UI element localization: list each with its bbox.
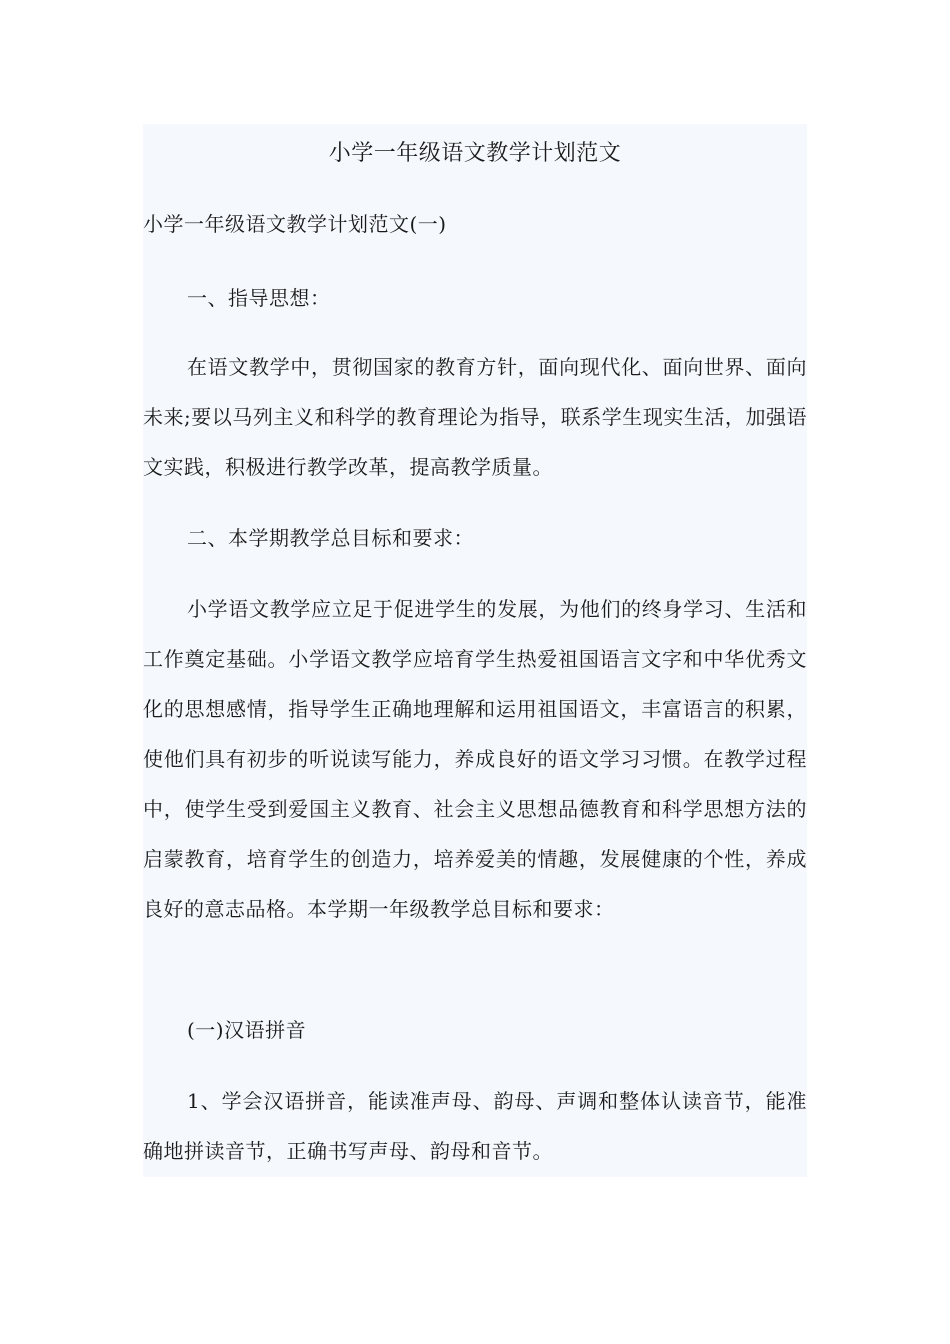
section-heading-goals: 二、本学期教学总目标和要求： (187, 526, 474, 550)
section-heading-pinyin: (一)汉语拼音 (187, 1018, 307, 1042)
document-subtitle: 小学一年级语文教学计划范文(一) (143, 212, 447, 236)
paragraph-pinyin-1: 1、学会汉语拼音，能读准声母、韵母、声调和整体认读音节，能准确地拼读音节，正确书写声母、韵母和音节。 (143, 1089, 807, 1163)
document-page (143, 124, 807, 1177)
paragraph-goals: 小学语文教学应立足于促进学生的发展，为他们的终身学习、生活和工作奠定基础。小学语文教学应培育学生热爱祖国语言文字和中华优秀文化的思想感情，指导学生正确地理解和运用祖国语文，丰富语言的积累，使他们具有初步的听说读写能力，养成良好的语文学习习惯。在教学过程中，使学生受到爱国主义教育、社会主义思想品德教育和科学思想方法的启蒙教育，培育学生的创造力，培养爱美的情趣，发展健康的个性，养成良好的意志品格。本学期一年级教学总目标和要求： (143, 597, 807, 921)
document-title: 小学一年级语文教学计划范文 (328, 141, 622, 166)
section-heading-guiding-thought: 一、指导思想： (187, 286, 331, 310)
paragraph-guiding-thought: 在语文教学中，贯彻国家的教育方针，面向现代化、面向世界、面向未来;要以马列主义和科学的教育理论为指导，联系学生现实生活，加强语文实践，积极进行教学改革，提高教学质量。 (143, 355, 807, 479)
